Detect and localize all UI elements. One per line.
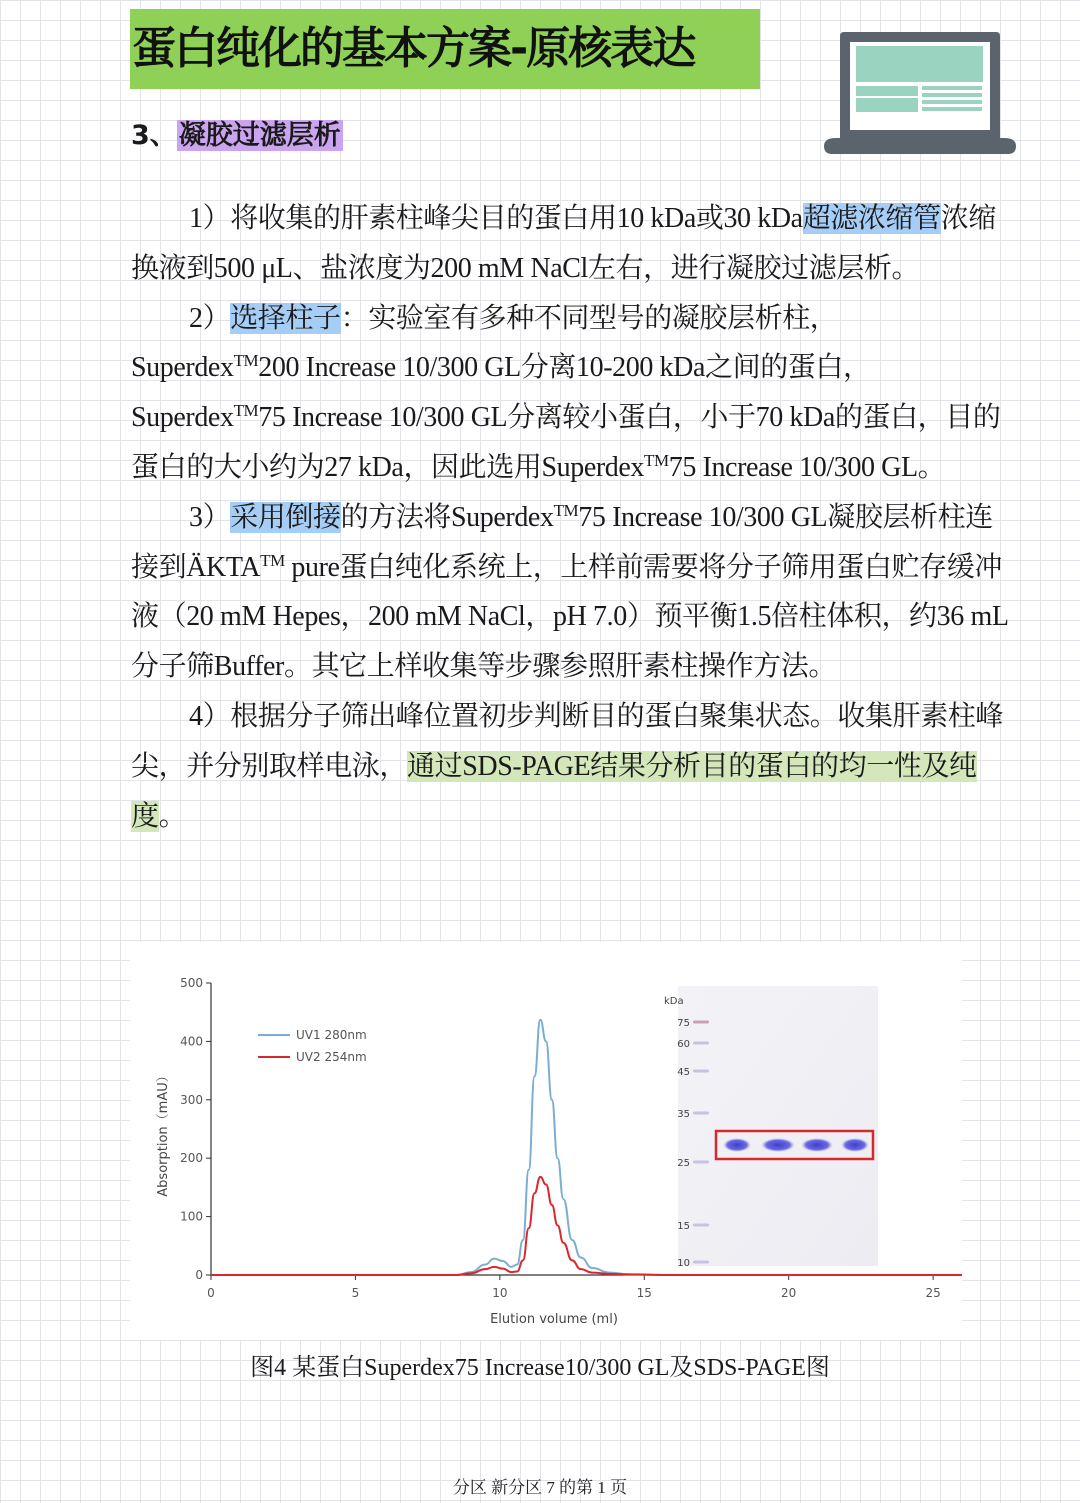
gel-unit-label: kDa <box>664 996 684 1007</box>
gel-marker-label: 25 <box>677 1158 690 1169</box>
p1-highlight: 超滤浓缩管 <box>802 203 941 234</box>
sds-page-gel <box>664 986 878 1269</box>
p3-tm-2: TM <box>260 550 285 570</box>
p3-text-a: 3） <box>189 501 231 533</box>
paragraph-4 <box>131 692 1016 841</box>
chart-legend <box>258 1028 367 1064</box>
page-title-text: 蛋白纯化的基本方案-原核表达 <box>132 23 695 74</box>
gel-marker-label: 75 <box>677 1018 690 1029</box>
p2-tm-3: TM <box>644 450 669 470</box>
figure-caption: 图4 某蛋白Superdex75 Increase10/300 GL及SDS-PAGE图 <box>250 1355 830 1381</box>
body-text <box>131 194 1016 841</box>
p2-text-d: 75 Increase 10/300 GL分离较小蛋白，小于70 kDa的蛋白，目的蛋白的大小约为27 kDa，因此选用Superdex <box>131 402 1001 483</box>
y-tick-label: 400 <box>180 1034 203 1049</box>
gel-marker-band <box>693 1161 709 1164</box>
p3-highlight: 采用倒接 <box>230 501 341 533</box>
p1-text-b: 浓缩换液到500 μL、盐浓度为200 mM NaCl左右，进行凝胶过滤层析。 <box>131 203 996 284</box>
y-tick-label: 300 <box>180 1092 203 1107</box>
p2-tm-1: TM <box>233 351 259 371</box>
gel-marker-label: 60 <box>677 1039 690 1050</box>
p4-text-b: 。 <box>158 800 187 832</box>
chromatogram-chart <box>130 942 962 1340</box>
gel-marker-band <box>693 1261 709 1264</box>
p2-superdex-2: Superdex <box>131 402 234 434</box>
page-footer: 分区 新分区 7 的第 1 页 <box>452 1478 628 1497</box>
gel-marker-label: 45 <box>677 1067 690 1078</box>
gel-marker-band <box>693 1112 709 1115</box>
gel-marker-label: 10 <box>677 1258 690 1269</box>
p2-text-c: 200 Increase 10/300 GL分离10-200 kDa之间的蛋白， <box>258 352 871 384</box>
p2-superdex-1: Superdex <box>131 352 234 384</box>
x-tick-label: 10 <box>492 1286 508 1300</box>
legend-label-1: UV1 280nm <box>296 1028 367 1042</box>
x-tick-label: 5 <box>351 1286 360 1300</box>
p2-tm-2: TM <box>233 401 259 421</box>
p3-text-c: 75 Increase 10/300 GL凝胶层析柱连接到ÄKTA <box>131 501 993 583</box>
gel-marker-label: 35 <box>677 1109 690 1120</box>
gel-sample-band <box>761 1138 795 1152</box>
y-tick-label: 100 <box>180 1209 203 1224</box>
p3-tm-1: TM <box>553 500 579 520</box>
p2-highlight: 选择柱子 <box>230 302 341 334</box>
x-tick-label: 25 <box>925 1286 941 1300</box>
p4-text-a: 4）根据分子筛出峰位置初步判断目的蛋白聚集状态。收集肝素柱峰尖，并分别取样电泳， <box>131 700 1004 782</box>
p1-text-a: 1）将收集的肝素柱峰尖目的蛋白用10 kDa或30 kDa <box>189 203 803 234</box>
y-tick-label: 200 <box>180 1151 203 1166</box>
p2-text-a: 2） <box>189 302 231 334</box>
x-axis-label: Elution volume (ml) <box>490 1312 618 1327</box>
x-tick-label: 0 <box>207 1286 215 1300</box>
section-heading-highlight: 凝胶过滤层析 <box>178 120 341 151</box>
chromatogram-figure <box>130 942 962 1340</box>
gel-marker-band <box>693 1070 709 1073</box>
gel-marker-band <box>693 1224 709 1227</box>
section-heading <box>131 112 343 160</box>
y-tick-label: 0 <box>195 1268 203 1282</box>
legend-label-2: UV2 254nm <box>296 1050 367 1064</box>
gel-sample-band <box>841 1138 869 1152</box>
paragraph-1 <box>131 194 1016 294</box>
page-title <box>130 9 760 89</box>
paragraph-3 <box>131 493 1016 692</box>
gel-marker-band <box>693 1042 709 1045</box>
section-number: 3、 <box>131 120 177 151</box>
p4-highlight: 通过SDS-PAGE结果分析目的蛋白的均一性及纯度 <box>131 750 977 832</box>
p3-text-b: 的方法将Superdex <box>340 501 554 533</box>
gel-sample-band <box>801 1138 833 1152</box>
gel-sample-band <box>723 1138 751 1152</box>
laptop-icon <box>822 28 1018 158</box>
p3-text-d: pure蛋白纯化系统上，上样前需要将分子筛用蛋白贮存缓冲液（20 mM Hepes，200 mM NaCl，pH 7.0）预平衡1.5倍柱体积，约36 mL分子筛Buffer。其它上样收集等步骤参照肝素柱操作方法。 <box>131 551 1009 683</box>
p2-text-e: 75 Increase 10/300 GL。 <box>668 451 946 483</box>
y-tick-label: 500 <box>180 976 203 990</box>
p2-text-b: ：实验室有多种不同型号的凝胶层析柱， <box>340 302 838 334</box>
x-tick-label: 15 <box>636 1286 652 1300</box>
gel-marker-label: 15 <box>677 1221 690 1232</box>
y-axis-label: Absorption（mAU） <box>156 1069 171 1197</box>
paragraph-2 <box>131 294 1016 493</box>
gel-marker-band <box>693 1021 709 1024</box>
x-tick-label: 20 <box>781 1286 797 1300</box>
